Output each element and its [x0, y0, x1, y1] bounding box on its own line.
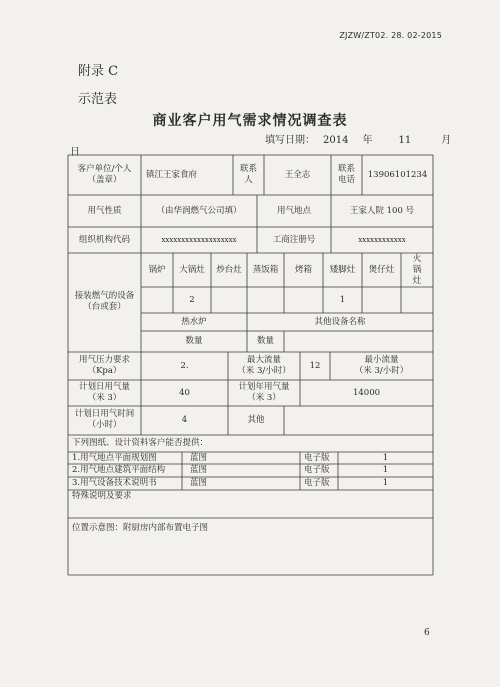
- appendix-label: 附录 C: [78, 64, 119, 79]
- equipment-header-large-stove: 大锅灶: [179, 265, 205, 275]
- equipment-header-clay-pot-stove: 煲仔灶: [368, 265, 395, 275]
- doc-item-3-electronic[interactable]: 电子版: [304, 478, 330, 488]
- customer-label: [68, 164, 141, 186]
- month-label: 月: [441, 135, 452, 146]
- pressure-value[interactable]: 2.: [180, 361, 189, 371]
- customer-value[interactable]: 镇江王家食府: [146, 170, 198, 180]
- equipment-header-hotpot-stove: [401, 254, 433, 287]
- pressure-label-text: 用气压力要求 （Kpa）: [78, 355, 130, 376]
- year-label: 年: [362, 135, 373, 146]
- hotpot-header-text: 火 锅 灶: [412, 254, 422, 286]
- day-label: 日: [70, 147, 80, 158]
- yearly-usage-value[interactable]: 14000: [352, 388, 381, 398]
- daily-usage-value[interactable]: 40: [179, 388, 190, 398]
- gas-type-value[interactable]: （由华润燃气公司填）: [156, 206, 242, 216]
- doc-item-3-count[interactable]: 1: [382, 478, 389, 488]
- page-number: 6: [424, 628, 430, 638]
- date-label: 填写日期：: [265, 135, 315, 146]
- contact-label-text: 联系 人: [239, 164, 257, 185]
- daily-hours-value[interactable]: 4: [181, 415, 188, 425]
- max-flow-label: [228, 355, 300, 377]
- doc-item-2-count[interactable]: 1: [382, 465, 389, 475]
- equipment-header-steamer: 蒸饭箱: [252, 265, 279, 275]
- doc-item-1-paper[interactable]: 蓝图: [190, 453, 208, 463]
- org-code-label: 组织机构代码: [78, 235, 130, 245]
- daily-usage-label: [68, 382, 141, 404]
- max-flow-value[interactable]: 12: [309, 361, 321, 371]
- reg-label: 工商注册号: [272, 235, 316, 245]
- date-month[interactable]: 11: [398, 135, 412, 146]
- org-code-value[interactable]: xxxxxxxxxxxxxxxxxxx: [161, 236, 237, 244]
- max-flow-label-text: 最大流量 （米 3/小时）: [237, 355, 291, 376]
- min-flow-label: [330, 355, 433, 377]
- doc-item-1-name: 1.用气地点平面规划图: [72, 453, 157, 463]
- equipment-header-oven: 烤箱: [294, 265, 312, 275]
- equipment-value-low-stove[interactable]: 1: [339, 295, 346, 305]
- min-flow-label-text: 最小流量 （米 3/小时）: [354, 355, 409, 376]
- sample-label: 示范表: [78, 92, 118, 107]
- form-title: 商业客户用气需求情况调查表: [152, 113, 348, 129]
- location-label: 用气地点: [276, 206, 311, 216]
- equipment-value-large-stove[interactable]: 2: [189, 295, 195, 305]
- equipment-header-low-stove: 矮脚灶: [329, 265, 356, 275]
- docs-intro: 下列图纸、设计资料客户能否提供：: [72, 438, 209, 448]
- equipment-section-label: [68, 291, 141, 313]
- doc-item-1-count[interactable]: 1: [382, 453, 389, 463]
- equipment-section-text: 接装燃气的设备 （台或套）: [74, 291, 135, 312]
- other-equipment-quantity-label: 数量: [256, 336, 274, 346]
- water-heater-label: 热水炉: [181, 317, 207, 327]
- doc-item-3-paper[interactable]: 蓝图: [190, 478, 208, 488]
- document-code: ZJZW/ZT02. 28. 02-2015: [339, 31, 442, 40]
- doc-item-2-name: 2.用气地点建筑平面结构: [72, 465, 166, 475]
- phone-label: [331, 164, 362, 186]
- daily-hours-label-text: 计划日用气时间 （小时）: [74, 409, 135, 430]
- phone-value[interactable]: 13906101234: [367, 170, 428, 180]
- equipment-header-wok-stove: 炒台灶: [216, 265, 242, 275]
- date-year[interactable]: 2014: [323, 135, 349, 146]
- special-requirements-label: 特殊说明及要求: [72, 491, 132, 501]
- yearly-usage-label-text: 计划年用气量 （米 3）: [238, 382, 290, 403]
- doc-item-1-electronic[interactable]: 电子版: [304, 453, 330, 463]
- pressure-label: [68, 355, 141, 377]
- phone-label-text: 联系 电话: [337, 164, 355, 185]
- reg-value[interactable]: xxxxxxxxxxxx: [358, 236, 406, 244]
- water-heater-quantity-label: 数量: [185, 336, 203, 346]
- plan-other-label: 其他: [247, 415, 265, 425]
- equipment-header-boiler: 锅炉: [148, 265, 166, 275]
- daily-hours-label: [68, 409, 141, 431]
- yearly-usage-label: [228, 382, 300, 404]
- other-equipment-label: 其他设备名称: [314, 317, 366, 327]
- location-map-label: 位置示意图：附厨房内部布置电子图: [72, 523, 209, 533]
- doc-item-3-name: 3.用气设备技术说明书: [72, 478, 157, 488]
- daily-usage-label-text: 计划日用气量 （米 3）: [78, 382, 130, 403]
- gas-type-label: 用气性质: [87, 206, 122, 216]
- doc-item-2-paper[interactable]: 蓝图: [190, 465, 208, 475]
- doc-item-2-electronic[interactable]: 电子版: [304, 465, 330, 475]
- contact-label: [233, 164, 264, 186]
- location-value[interactable]: 王家人院 100 号: [349, 206, 415, 216]
- contact-value[interactable]: 王全志: [284, 170, 311, 180]
- customer-label-text: 客户单位/个人 （盖章）: [77, 164, 132, 185]
